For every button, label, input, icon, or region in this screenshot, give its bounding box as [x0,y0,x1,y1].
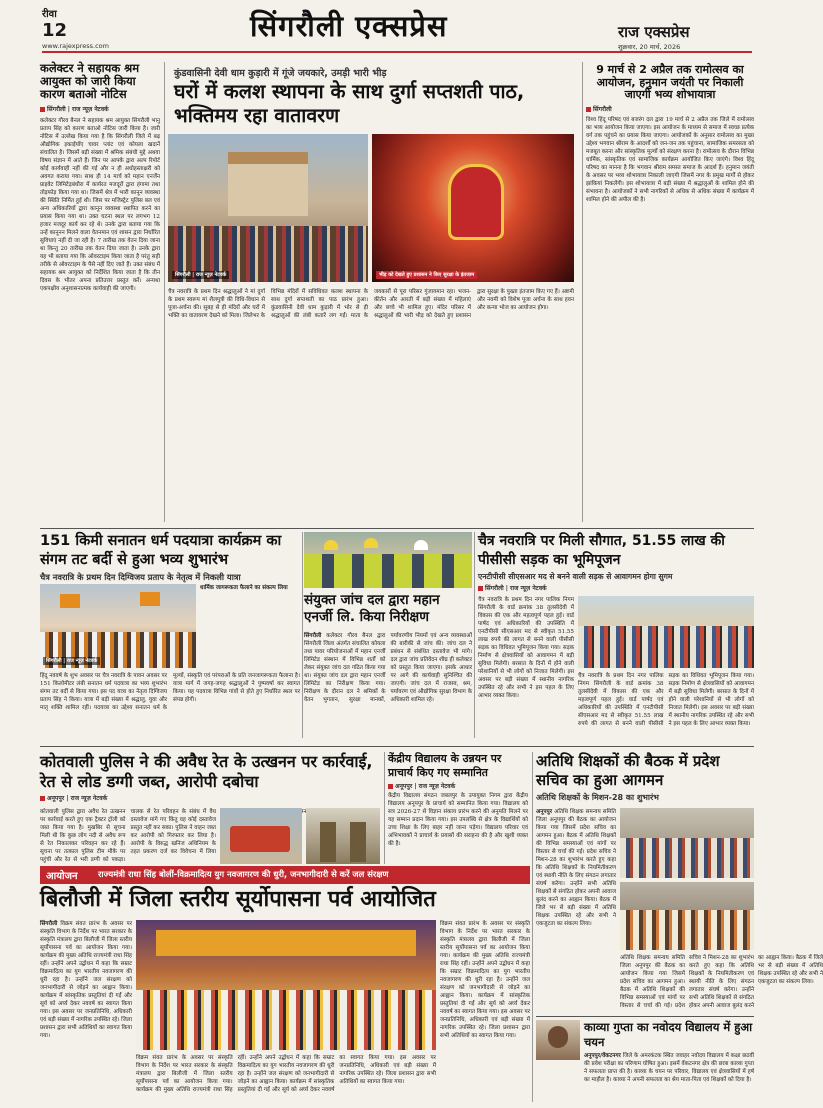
labor-body: कलेक्टर गौरव बैनल ने सहायक श्रम आयुक्त सिंगरौली भानु प्रताप सिंह को कारण बताओ नोटिस जारी किया है। जारी नोटिस में उल्लेख किया गया है कि सिंगरौली जिले में बढ़ औद्योगिक इकाईयाँए चावर प्लांट एवं कोयला खदानें संचालित है। जिसमें बड़ी संख्या में श्रमिक संबंधी मुद्दे अथवा विषय संज्ञान में आते हैं। जिन पर आपके द्वारा अल्प रिपोर्ट कोई कार्यवाही नहीं की गई और न ही अधोहस्ताक्षरी को अवगत कराया गया। साथ ही 14 मार्च को महान एनर्जेन प्राइवेट लिमिटेड़बंधौरा में कार्यरत मजदूरों द्वारा हंगामा तथा तोड़फोड़ किया गया था। जिसमें श्रेत्र में भारी कानून व्यवस्था की स्थिति निर्मित हुई थी। जिस पर मजिस्ट्रेट पुलिस बल एवं अन्य अधिकारियों द्वारा कानून व्यवस्था स्थापित करने का प्रयास किया गया था। उक्त घटना स्थल पर लगभग 12 हजार मजदूर कार्य कर रहे थे। उनके द्वारा बताया गया कि उन्हें कानूनन मिलने वाला वेतनमान एवं शासन द्वारा निर्धारित सुविधाएं नहीं दी जा रही है। 7 तारीख तक वेतन दिया जाना था किन्तु 20 तारीख तक वेतन दिया जाता है। उनके द्वारा यह भी बताया गया कि ओवरटाइम किया जाता है परंतु सही तरीके से ओवरटाइम के पैसे नहीं दिए जाते हैं। उक्त संबंध में सहायक श्रम आयुक्त को निर्देशित किया जाता है कि तीन दिवस के भीतर अपना प्रतिउत्तर प्रस्तुत करें। अन्यथा एकपक्षीय अनुशासनात्मक कार्यवाही की जाएगी। [40,118,160,293]
article-lead [168,66,576,526]
crowd-shape [620,910,754,950]
kendriya-body: केंद्रीय विद्यालय संगठन जबलपुर के उपायुक्त निगम द्वारा केंद्रीय विद्यालय अनूपपुर के प्राचार्य को सम्मानित किया गया। विद्यालय को सत्र 2026-27 से विज्ञान संकाय प्रारंभ करने की अनुमति मिलने पर यह सम्मान प्रदान किया गया। इस उपलब्धि से क्षेत्र के विद्यार्थियों को उच्च शिक्षा के लिए बाहर नहीं जाना पड़ेगा। विद्यालय परिवार एवं अभिभावकों ने प्राचार्य के प्रयासों की सराहना की है और खुशी व्यक्त की है। [388,793,528,847]
lead-photo-caption-right: भीड़ को देखते हुए प्रशासन ने किए सुरक्षा के इंतजाम [376,271,477,279]
crowd-shape [578,626,754,668]
lead-headline: घरों में कलश स्थापना के साथ दुर्गा सप्तशती पाठ, भक्तिमय रहा वातावरण [174,80,525,127]
padyatra-body: हिंदू नववर्ष के शुभ अवसर पर चैत्र नवरात्रि के पावन अवसर पर 151 किलोमीटर लंबी सनातन धर्म पदयात्रा का भव्य शुभारंभ संगम तट बर्दी से किया गया। इस पद यात्रा का नेतृत्व दिग्विजय प्रताप सिंह ने किया। यात्रा में बड़ी संख्या में श्रद्धालु, युवा और मातृ शक्ति शामिल रहीं। पदयात्रा का उद्देश्य सनातन धर्म के मूल्यों, संस्कृति एवं परंपराओं के प्रति जनजागरूकता फैलाना है। यात्रा मार्ग में जगह-जगह श्रद्धालुओं ने पुष्पवर्षा कर स्वागत किया। यह पदयात्रा विभिन्न गांवों से होते हुए निर्धारित स्थल पर संपन्न होगी। [40,673,300,711]
lead-photo-main [168,134,368,282]
article-labor [40,62,160,526]
labor-byline: सिंगरौली | राज न्यूज़ नेटवर्क [40,105,160,113]
helmet-shape [414,540,428,550]
page-number: 12 [42,20,68,41]
sand-headline: कोतवाली पुलिस ने की अवैध रेत के उत्खनन पर कार्रवाई, रेत से लोड डग्गी जब्त, आरोपी दबोचा [40,752,373,791]
helmet-shape [324,540,338,550]
probe-headline: संयुक्त जांच दल द्वारा महान एनर्जी लि. किया निरीक्षण [304,592,440,625]
lead-photo-caption-left: सिंगरौली | राज न्यूज़ नेटवर्क [172,271,229,279]
flag-shape [140,592,160,606]
padyatra-headline: 151 किमी सनातन धर्म पदयात्रा कार्यक्रम का संगम तट बर्दी से हुआ भव्य शुभारंभ [40,533,282,568]
probe-body: सिंगरौली कलेक्टर गौरव बैनल द्वारा सिंगरौली जिला अंतर्गत संचालित कोयला तथा पावर परियोजनाओं में महान एनर्जी लिमिटेड संस्थान में विभिन्न शर्तों को लेकर संयुक्त जांच दल गठित किया गया था। संयुक्त जांच दल द्वारा महान एनर्जी लिमिटेड का निरीक्षण किया गया। निरीक्षण के दौरान दल ने श्रमिकों के वेतन भुगतान, सुरक्षा मानकों, पर्यावरणीय नियमों एवं अन्य व्यवस्थाओं की बारीकी से जांच की। जांच दल ने प्रबंधन से संबंधित दस्तावेज भी मांगे। दल द्वारा जांच प्रतिवेदन शीघ्र ही कलेक्टर को प्रस्तुत किया जाएगा। इसके आधार पर आगे की कार्यवाही सुनिश्चित की जाएगी। जांच दल में राजस्व, श्रम, पर्यावरण एवं औद्योगिक सुरक्षा विभाग के अधिकारी शामिल रहे। [304,633,472,703]
byline-marker-icon [586,107,591,112]
article-kavya [536,1020,754,1104]
col-divider [302,532,303,738]
sand-photo-truck [220,808,302,864]
officer-shape [350,822,366,862]
helmet-shape [364,538,378,548]
aayojan-body-lead: सिंगरौली विक्रम संवत प्रारंभ के अवसर पर संस्कृति विभाग के निर्देश पर भारत सरकार के संस्कृति मंत्रालय द्वारा बिलौजी में जिला स्तरीय सूर्योपासना पर्व का आयोजन किया गया। कार्यक्रम की मुख्य अतिथि राज्यमंत्री राधा सिंह रहीं। उन्होंने अपने उद्बोधन में कहा कि सम्राट विक्रमादित्य का युग भारतीय नवजागरण की धुरी रहा है। उन्होंने जल संरक्षण को जनभागीदारी से जोड़ने का आह्वान किया। कार्यक्रम में सांस्कृतिक प्रस्तुतियां दी गईं और सूर्य को अर्घ्य देकर नववर्ष का स्वागत किया गया। इस अवसर पर जनप्रतिनिधि, अधिकारी एवं बड़ी संख्या में नागरिक उपस्थित रहे। जिला प्रशासन द्वारा सभी अतिथियों का स्वागत किया गया। [40,921,132,1039]
sand-photo-police [306,808,380,864]
sand-body: कोतवाली पुलिस द्वारा अवैध रेत उत्खनन पर कार्रवाई करते हुए एक ट्रैक्टर ट्रॉली को जब्त किया गया है। मुखबिर से सूचना मिली थी कि कुछ लोग नदी से अवैध रूप से रेत निकालकर परिवहन कर रहे हैं। सूचना पर तत्काल पुलिस टीम मौके पर पहुंची और रेत से भरी डग्गी को पकड़ा। चालक से रेत परिवहन के संबंध में वैध दस्तावेज मांगे गए किंतु वह कोई दस्तावेज प्रस्तुत नहीं कर सका। पुलिस ने वाहन जब्त कर आरोपी को गिरफ्तार कर लिया है। आरोपी के विरुद्ध खनिज अधिनियम के तहत प्रकरण दर्ज कर विवेचना में लिया [40,809,216,863]
padyatra-photo-note: धार्मिक जागरूकता फैलाने का संकल्प लिया [200,585,288,591]
col-divider [164,62,165,522]
section-rule [40,746,754,747]
byline-marker-icon [478,586,483,591]
section-rule [40,528,754,529]
kendriya-headline: केंद्रीय विद्यालय के उन्नयन पर प्राचार्य किए गए सम्मानित [388,752,502,779]
issue-date: शुक्रवार, 20 मार्च, 2026 [618,43,681,51]
col-divider [532,752,533,1102]
deity-shape [448,164,504,240]
kavya-headline: काव्या गुप्ता का नवोदय विद्यालय में हुआ चयन [584,1020,753,1049]
portrait-shape [548,1026,568,1048]
article-sand [40,752,380,862]
aayojan-tag: आयोजन [46,871,78,882]
article-ramotsav [586,64,754,526]
byline-marker-icon [388,784,393,789]
road-subhead: एनटीपीसी सीएसआर मद से बनने वाली सड़क से आवागमन होगा सुगम [478,572,673,581]
ramotsav-headline: 9 मार्च से 2 अप्रैल तक रामोत्सव का आयोजन, हनुमान जयंती पर निकाली जाएगी भव्य शोभायात्रा [596,63,744,102]
byline-marker-icon [40,107,45,112]
road-headline: चैत्र नवरात्रि पर मिली सौगात, 51.55 लाख की पीसीसी सड़क का भूमिपूजन [478,533,725,568]
truck-shape [230,826,290,852]
website-url[interactable]: www.rajexpress.com [42,42,109,50]
road-byline: सिंगरौली | राज न्यूज़ नेटवर्क [478,584,754,592]
article-road [478,532,754,742]
stage-banner-shape [156,930,416,956]
masthead-rule [42,51,752,53]
article-guest [536,752,823,1014]
flag-shape [60,594,80,608]
ramotsav-body: विश्व हिंदू परिषद एवं बजरंग दल द्वारा 19 मार्च से 2 अप्रैल तक जिले में रामोत्सव का भव्य आयोजन किया जाएगा। इस आयोजन के माध्यम से समाज में स्वच्छ प्रत्येक वर्ग तक पहुंचने का प्रयास किया जाएगा। आयोजकों के अनुसार रामोत्सव का मुख्य उद्देश्य भगवान श्रीराम के आदर्शों को जन-जन तक पहुंचाना, सामाजिक समरसता को मजबूत करना और सांस्कृतिक मूल्यों को संरक्षण करना है। रामोत्सव के दौरान विभिन्न धार्मिक, सांस्कृतिक एवं सामाजिक कार्यक्रम आयोजित किए जाएंगे। विश्व हिंदू परिषद का मानना है कि भगवान श्रीराम समस्त समाज के आदर्श हैं। हनुमान जयंती के अवसर पर भव्य शोभायात्रा निकाली जाएगी जिसमें नगर के प्रमुख मार्गों से होकर झांकियां निकलेंगी। इस शोभायात्रा में बड़ी संख्या में श्रद्धालुओं के शामिल होने की संभावना है। आयोजकों ने सभी नागरिकों से अधिक से अधिक संख्या में कार्यक्रम में शामिल होने की अपील की है। [586,116,754,203]
kendriya-byline: अनूपपुर | राज न्यूज़ नेटवर्क [388,782,528,790]
padyatra-photo [40,584,196,668]
lead-photo-deity [372,134,574,282]
aayojan-photo [136,920,436,1050]
article-aayojan [40,920,530,1100]
officer-shape [320,822,336,862]
aayojan-strapline: राज्यमंत्री राधा सिंह बोलीं-विक्रमादित्य युग नवजागरण की धुरी, जनभागीदारी से करें जल संरक्षण [98,869,389,879]
paper-title: सिंगरौली एक्सप्रेस [250,9,448,43]
guest-photo-top [620,808,754,878]
guest-subhead: अतिथि शिक्षकों के मिशन-28 का शुभारंभ [536,793,659,802]
aayojan-body-right: विक्रम संवत प्रारंभ के अवसर पर संस्कृति विभाग के निर्देश पर भारत सरकार के संस्कृति मंत्रालय द्वारा बिलौजी में जिला स्तरीय सूर्योपासना पर्व का आयोजन किया गया। कार्यक्रम की मुख्य अतिथि राज्यमंत्री राधा सिंह रहीं। उन्होंने अपने उद्बोधन में कहा कि सम्राट विक्रमादित्य का युग भारतीय नवजागरण की धुरी रहा है। उन्होंने जल संरक्षण को जनभागीदारी से जोड़ने का आह्वान किया। कार्यक्रम में सांस्कृतिक प्रस्तुतियां दी गईं और सूर्य को अर्घ्य देकर नववर्ष का स्वागत किया गया। इस अवसर पर जनप्रतिनिधि, अधिकारी एवं बड़ी संख्या में नागरिक उपस्थित रहे। जिला प्रशासन द्वारा सभी अतिथियों का स्वागत किया गया। [440,921,530,1039]
road-body: चैत्र नवरात्रि के प्रथम दिन नगर पालिक निगम सिंगरौली के वार्ड क्रमांक 38 तुलसीदेवी में विकास की एक और महत्वपूर्ण पहल हुई। वार्ड पार्षद एवं अधिकारियों की उपस्थिति में एनटीपीसी सीएसआर मद से स्वीकृत 51.55 लाख रुपये की लागत से बनने वाली पीसीसी सड़क का विधिवत भूमिपूजन किया गया। सड़क निर्माण से क्षेत्रवासियों को आवागमन में बड़ी सुविधा मिलेगी। बरसात के दिनों में होने वाली परेशानियों से भी लोगों को निजात मिलेगी। इस अवसर पर बड़ी संख्या में स्थानीय नागरिक उपस्थित रहे और सभी ने इस पहल के लिए आभार व्यक्त किया। [478,597,574,699]
kavya-body: अनूपपुर/वेंकटनगर जिले के अमरकंटक स्थित जवाहर नवोदय विद्यालय में कक्षा छठवीं की प्रवेश परीक्षा का परिणाम घोषित हुआ। इसमें वेंकटनगर क्षेत्र की छात्रा काव्या गुप्ता ने सफलता प्राप्त की है। काव्या के चयन पर परिवार, विद्यालय एवं क्षेत्रवासियों में हर्ष का माहौल है। काव्या ने अपनी सफलता का श्रेय माता-पिता एवं शिक्षकों को दिया है। [584,1053,755,1083]
byline-marker-icon [40,796,45,801]
section-rule [536,1016,754,1017]
crowd-shape [136,990,436,1050]
article-kendriya [388,752,528,864]
labor-headline: कलेक्टर ने सहायक श्रम आयुक्त को जारी किया कारण बताओ नोटिस [40,61,140,102]
article-padyatra [40,532,300,742]
aayojan-headline: बिलौजी में जिला स्तरीय सूर्योपासना पर्व आयोजित [40,887,436,912]
padyatra-subhead: चैत्र नवरात्रि के प्रथम दिन दिग्विजय प्रताप के नेतृत्व में निकली यात्रा [40,572,241,582]
vest-shape [304,554,472,588]
col-divider [474,532,475,738]
temple-shape [228,152,308,216]
ramotsav-byline: सिंगरौली [586,105,754,113]
guest-photo-bottom [620,882,754,950]
aayojan-body-cont: विक्रम संवत प्रारंभ के अवसर पर संस्कृति विभाग के निर्देश पर भारत सरकार के संस्कृति मंत्रालय द्वारा बिलौजी में जिला स्तरीय सूर्योपासना पर्व का आयोजन किया गया। कार्यक्रम की मुख्य अतिथि राज्यमंत्री राधा सिंह रहीं। उन्होंने अपने उद्बोधन में कहा कि सम्राट विक्रमादित्य का युग भारतीय नवजागरण की धुरी रहा है। उन्होंने जल संरक्षण को जनभागीदारी से जोड़ने का आह्वान किया। कार्यक्रम में सांस्कृतिक प्रस्तुतियां दी गईं और सूर्य को अर्घ्य देकर नववर्ष का स्वागत किया गया। इस अवसर पर जनप्रतिनिधि, अधिकारी एवं बड़ी संख्या में नागरिक उपस्थित रहे। जिला प्रशासन द्वारा सभी अतिथियों का स्वागत किया गया। [136,1055,436,1093]
crowd-shape [620,838,754,878]
city-label: रीवा [42,9,57,20]
kavya-photo [536,1020,580,1060]
sand-byline: अनूपपुर | राज न्यूज़ नेटवर्क [40,794,380,802]
road-body-cont: चैत्र नवरात्रि के प्रथम दिन नगर पालिक निगम सिंगरौली के वार्ड क्रमांक 38 तुलसीदेवी में विकास की एक और महत्वपूर्ण पहल हुई। वार्ड पार्षद एवं अधिकारियों की उपस्थिति में एनटीपीसी सीएसआर मद से स्वीकृत 51.55 लाख रुपये की लागत से बनने वाली पीसीसी सड़क का विधिवत भूमिपूजन किया गया। सड़क निर्माण से क्षेत्रवासियों को आवागमन में बड़ी सुविधा मिलेगी। बरसात के दिनों में होने वाली परेशानियों से भी लोगों को निजात मिलेगी। इस अवसर पर बड़ी संख्या में स्थानीय नागरिक उपस्थित रहे और सभी ने इस पहल के लिए आभार व्यक्त किया। [578,673,754,727]
guest-body-cont: अतिथि शिक्षक समन्वय समिति जिला अनूपपुर की बैठक का आयोजन किया गया जिसमें प्रदेश सचिव का आगमन हुआ। बैठक में अतिथि शिक्षकों की विभिन्न समस्याओं एवं मांगों पर विस्तार से चर्चा की गई। प्रदेश सचिव ने मिशन-28 का शुभारंभ करते हुए कहा कि अतिथि शिक्षकों के नियमितीकरण एवं स्थायी नीति के लिए संगठन लगातार संघर्ष करेगा। उन्होंने सभी अतिथि शिक्षकों से संगठित होकर अपनी आवाज बुलंद करने का आह्वान किया। बैठक में जिले भर से बड़ी संख्या में अतिथि शिक्षक उपस्थित रहे और सभी ने एकजुटता का संकल्प लिया। [620,955,823,1009]
col-divider [384,752,385,864]
masthead [0,0,778,52]
lead-kicker: कुंडवासिनी देवी धाम कुड़ारी में गूंजे जयकारे, उमड़ी भारी भीड़ [174,68,387,79]
lead-body: चैत्र नवरात्रि के प्रथम दिन श्रद्धालुओं ने मां दुर्गा के प्रथम स्वरूप मां शैलपुत्री की विधि-विधान से पूजा-अर्चना की। सुबह से ही मंदिरों और घरों में भक्ति का वातावरण देखने को मिला। जिलेभर के विभिन्न मंदिरों में सविधिवत कलश स्थापना के साथ दुर्गा सप्तशती का पाठ प्रारंभ हुआ। कुंडवासिनी देवी धाम कुड़ारी में भोर से ही श्रद्धालुओं की लंबी कतारें लग गईं। माता के जयकारों से पूरा परिसर गुंजायमान रहा। भजन-कीर्तन और आरती में बड़ी संख्या में महिलाएं और बच्चे भी शामिल हुए। मंदिर परिसर में श्रद्धालुओं की भारी भीड़ को देखते हुए प्रशासन द्वारा सुरक्षा के पुख्ता इंतजाम किए गए हैं। अष्टमी और नवमी को विशेष पूजा अर्चना के साथ हवन और कन्या भोज का आयोजन होगा। [168,289,574,319]
article-probe [304,532,472,742]
road-photo [578,596,754,668]
aayojan-strap [40,866,530,884]
guest-headline: अतिथि शिक्षकों की बैठक में प्रदेश सचिव का हुआ आगमन [536,752,720,789]
probe-photo [304,532,472,588]
brand-name: राज एक्सप्रेस [618,23,690,41]
guest-body: अनूपपुर अतिथि शिक्षक समन्वय समिति जिला अनूपपुर की बैठक का आयोजन किया गया जिसमें प्रदेश सचिव का आगमन हुआ। बैठक में अतिथि शिक्षकों की विभिन्न समस्याओं एवं मांगों पर विस्तार से चर्चा की गई। प्रदेश सचिव ने मिशन-28 का शुभारंभ करते हुए कहा कि अतिथि शिक्षकों के नियमितीकरण एवं स्थायी नीति के लिए संगठन लगातार संघर्ष करेगा। उन्होंने सभी अतिथि शिक्षकों से संगठित होकर अपनी आवाज बुलंद करने का आह्वान किया। बैठक में जिले भर से बड़ी संख्या में अतिथि शिक्षक उपस्थित रहे और सभी ने एकजुटता का संकल्प लिया। [536,809,616,927]
padyatra-photo-caption: सिंगरौली | राज न्यूज़ नेटवर्क [43,657,100,665]
col-divider [582,62,583,522]
